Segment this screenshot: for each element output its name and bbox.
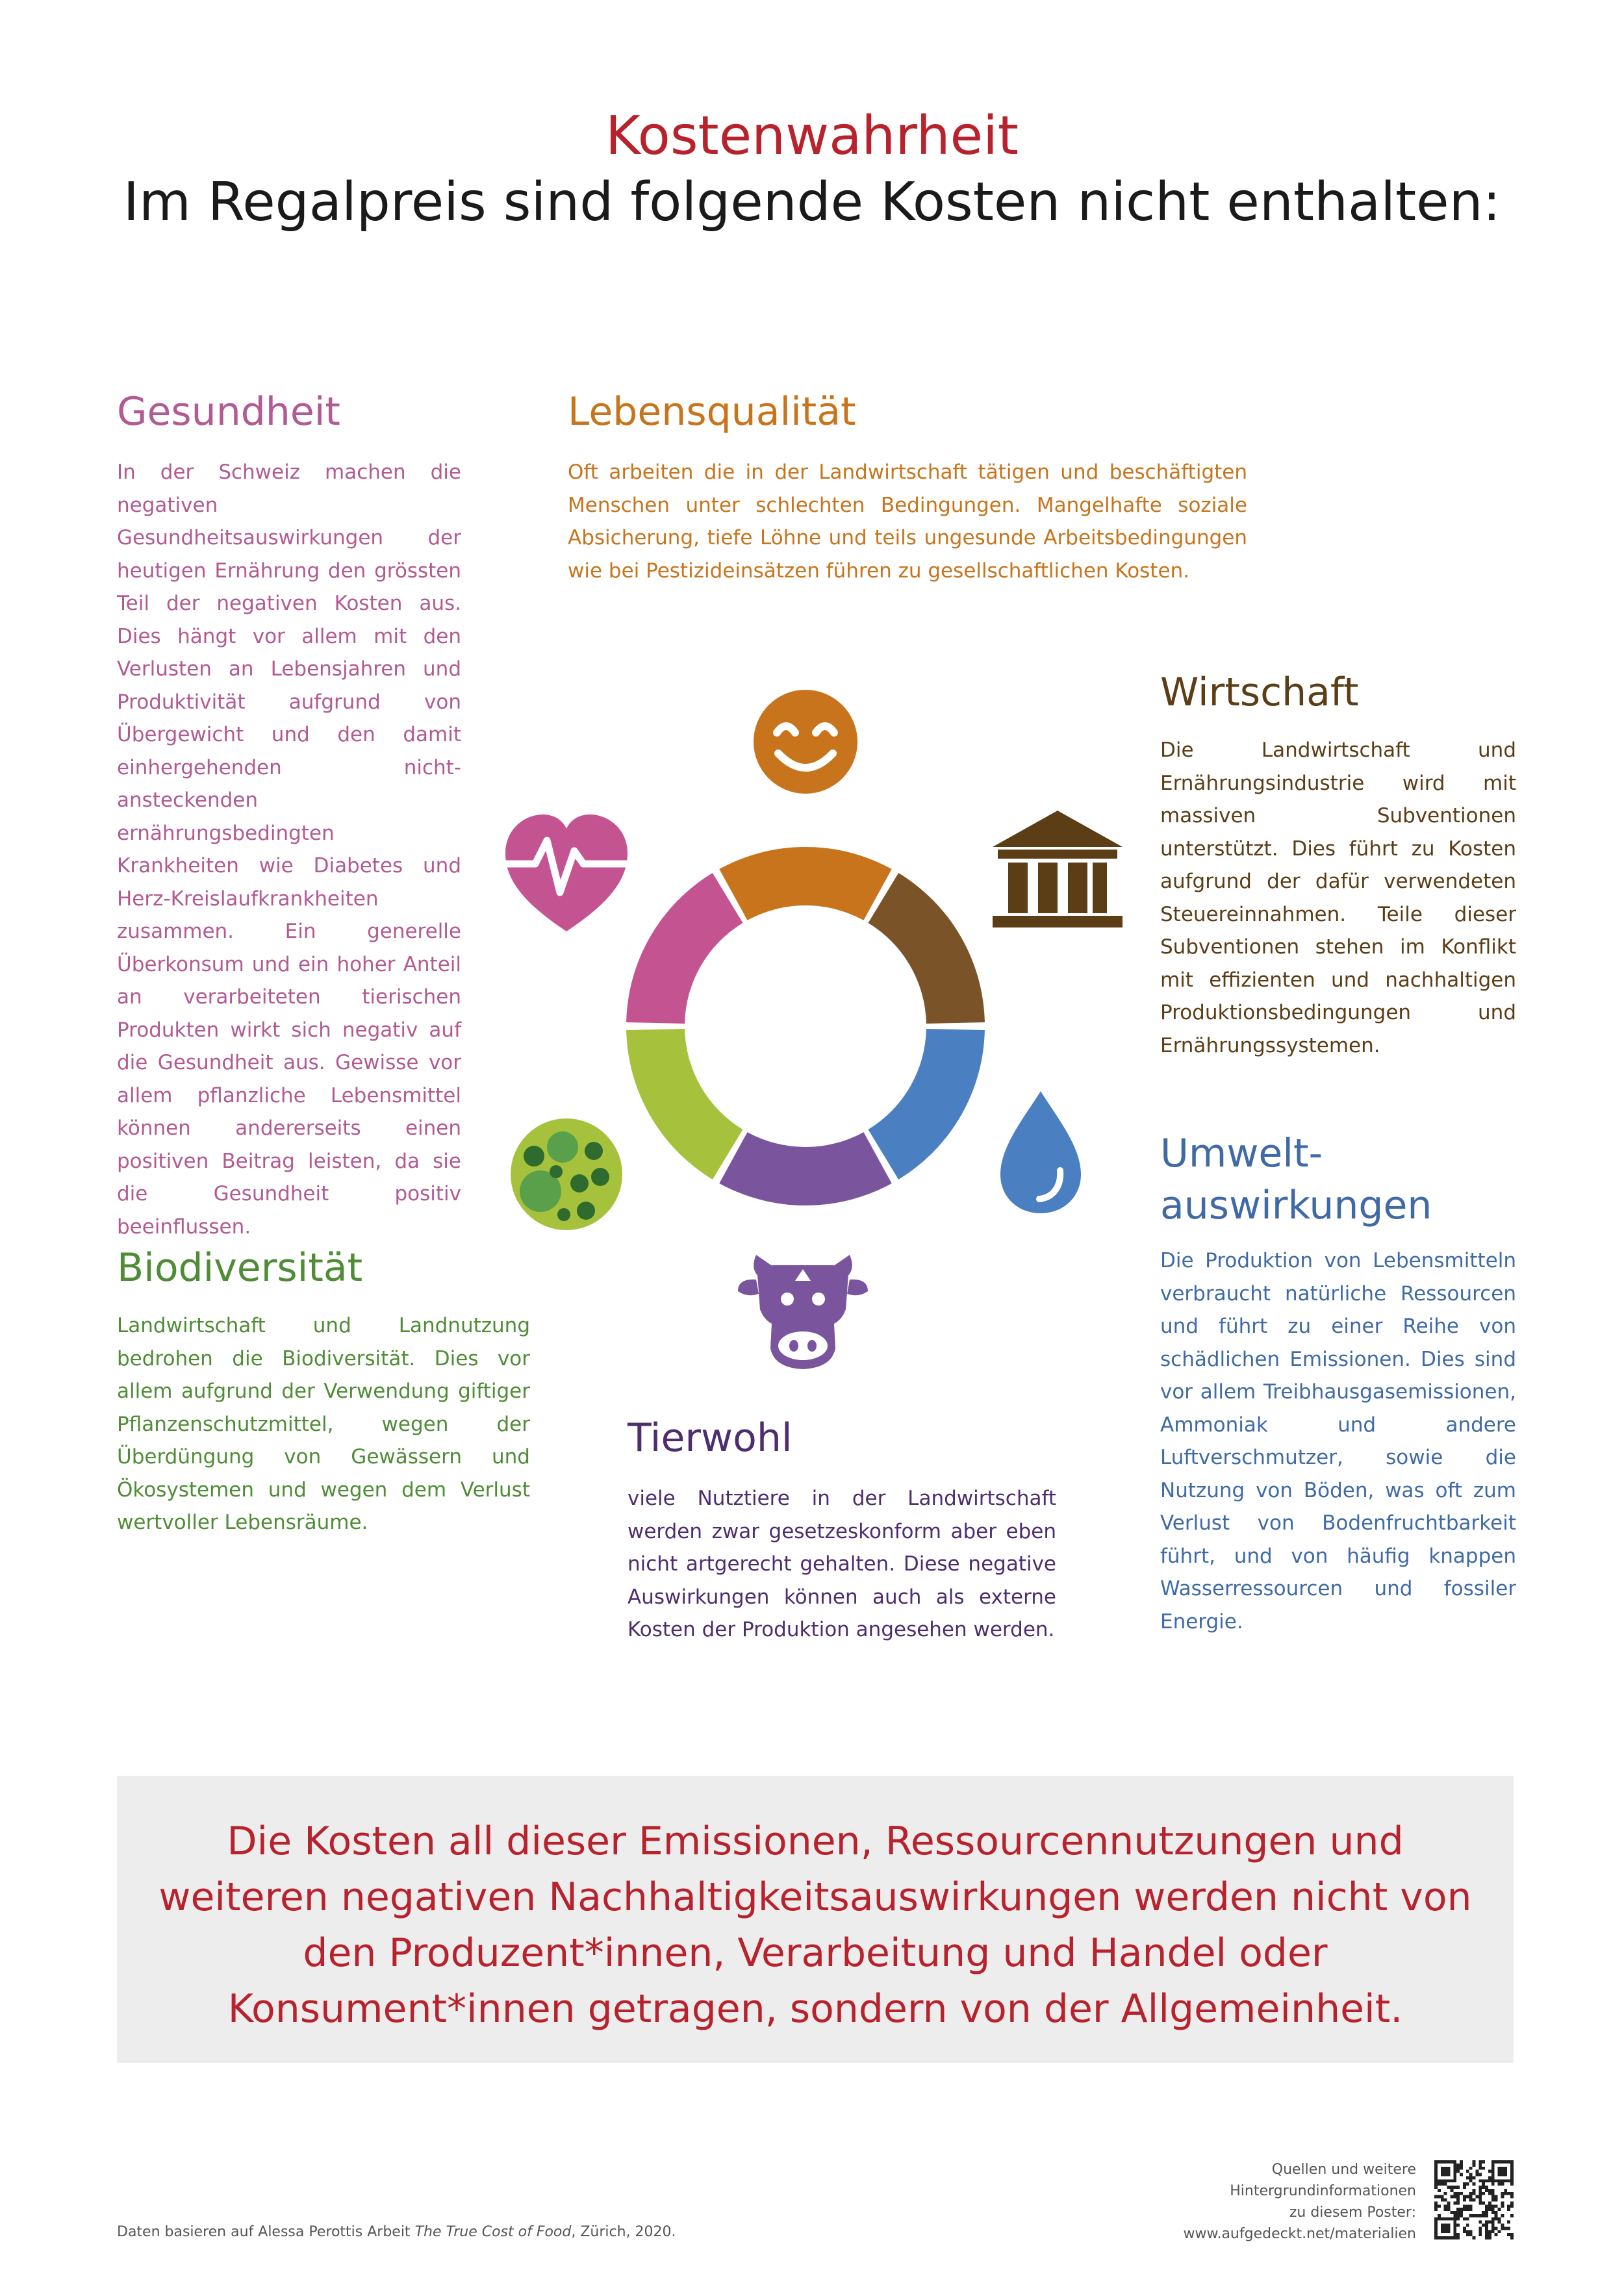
qr-code-icon[interactable] bbox=[1434, 2160, 1514, 2239]
lebensqualitaet-heading: Lebensqualität bbox=[568, 389, 856, 435]
cost-ring bbox=[626, 847, 985, 1205]
footer-credit bbox=[117, 2224, 676, 2240]
summary-box bbox=[117, 1776, 1514, 2063]
sources-line-1: Quellen und weitere bbox=[1271, 2162, 1416, 2178]
biodiversity-icon bbox=[511, 1118, 622, 1230]
ring-segment-wirtschaft bbox=[868, 873, 984, 1024]
bank-icon bbox=[993, 811, 1123, 927]
lebensqualitaet-text: Oft arbeiten die in der Landwirtschaft tätigen und beschäftigten Menschen unter schlechten Bedingungen. Mangelhafte soziale Absicherung, tiefe Löhne und teils ungesunde Arbeitsbedingungen wie bei Pestizideinsätzen führen zu gesellschaftlichen Kosten. bbox=[568, 460, 1247, 583]
biodiversitaet-heading: Biodiversität bbox=[117, 1245, 363, 1291]
credit-title: The True Cost of Food bbox=[414, 2224, 572, 2240]
ring-segment-tierwohl bbox=[719, 1132, 892, 1205]
tierwohl-heading: Tierwohl bbox=[628, 1415, 793, 1461]
tierwohl-text: viele Nutztiere in der Landwirtschaft werden zwar gesetzeskonform aber eben nicht artgerecht gehalten. Diese negative Auswirkungen können auch als externe Kosten der Produktion angesehen werden. bbox=[628, 1487, 1056, 1641]
gesundheit-heading: Gesundheit bbox=[117, 389, 340, 435]
sources-line-2: Hintergrundinformationen bbox=[1230, 2183, 1416, 2199]
sources-url[interactable]: www.aufgedeckt.net/materialien bbox=[1183, 2226, 1416, 2242]
smiley-icon bbox=[754, 690, 857, 794]
footer-sources bbox=[1104, 2159, 1416, 2245]
ring-segment-biodiversitaet bbox=[626, 1029, 742, 1180]
biodiversitaet-text: Landwirtschaft und Landnutzung bedrohen die Biodiversität. Dies vor allem aufgrund der Verwendung giftiger Pflanzenschutzmittel, wegen der Überdüngung von Gewässern und Ökosystemen und wegen dem Verlust wertvoller Lebensräume. bbox=[117, 1314, 530, 1534]
umwelt-text: Die Produktion von Lebensmitteln verbraucht natürliche Ressourcen und führt zu einer Reihe von schädlichen Emissionen. Dies sind vor allem Treibhausgasemissionen, Ammoniak und andere Luftverschmutzer, sowie die Nutzung von Böden, was oft zum Verlust von Bodenfruchtbarkeit führt, und von häufig knappen Wasserressourcen und fossiler Energie. bbox=[1160, 1249, 1516, 1634]
summary-text: Die Kosten all dieser Emissionen, Ressourcennutzungen und weiteren negativen Nachhaltigkeitsauswirkungen werden nicht von den Produzent*innen, Verarbeitung und Handel oder Konsument*innen getragen, sondern von der Allgemeinheit. bbox=[159, 1819, 1472, 2032]
wirtschaft-text: Die Landwirtschaft und Ernährungsindustrie wird mit massiven Subventionen unterstützt. Dies führt zu Kosten aufgrund der dafür verwendeten Steuereinnahmen. Teile dieser Subventionen stehen im Konflikt mit effizienten und nachhaltigen Produktionsbedingungen und Ernährungssystemen. bbox=[1160, 738, 1516, 1057]
page-subtitle: Im Regalpreis sind folgende Kosten nicht enthalten: bbox=[123, 171, 1501, 233]
gesundheit-text: In der Schweiz machen die negativen Gesundheitsauswirkungen der heutigen Ernährung den grössten Teil der negativen Kosten aus. Dies hängt vor allem mit den Verlusten an Lebensjahren und Produktivität aufgrund von Übergewicht und den damit einhergehenden nicht-ansteckenden ernährungsbedingten Krankheiten wie Diabetes und Herz-Kreislaufkrankheiten zusammen. Ein generelle Überkonsum und ein hoher Anteil an verarbeiteten tierischen Produkten wirkt sich negativ auf die Gesundheit aus. Gewisse vor allem pflanzliche Lebensmittel können andererseits einen positiven Beitrag leisten, da sie die Gesundheit positiv beeinflussen. bbox=[117, 460, 461, 1239]
cow-icon bbox=[738, 1255, 868, 1369]
sources-line-3: zu diesem Poster: bbox=[1289, 2204, 1416, 2221]
credit-suffix: , Zürich, 2020. bbox=[571, 2224, 676, 2240]
ring-segment-umwelt bbox=[868, 1029, 984, 1180]
page-title: Kostenwahrheit bbox=[605, 105, 1019, 167]
wirtschaft-heading: Wirtschaft bbox=[1160, 670, 1359, 715]
umwelt-heading: Umwelt-auswirkungen bbox=[1160, 1131, 1432, 1228]
ring-segment-lebensqualitaet bbox=[719, 847, 892, 920]
heart-pulse-icon bbox=[505, 814, 628, 931]
ring-segment-gesundheit bbox=[626, 873, 742, 1024]
credit-prefix: Daten basieren auf Alessa Perottis Arbeit bbox=[117, 2224, 415, 2240]
water-drop-icon bbox=[1000, 1091, 1081, 1213]
